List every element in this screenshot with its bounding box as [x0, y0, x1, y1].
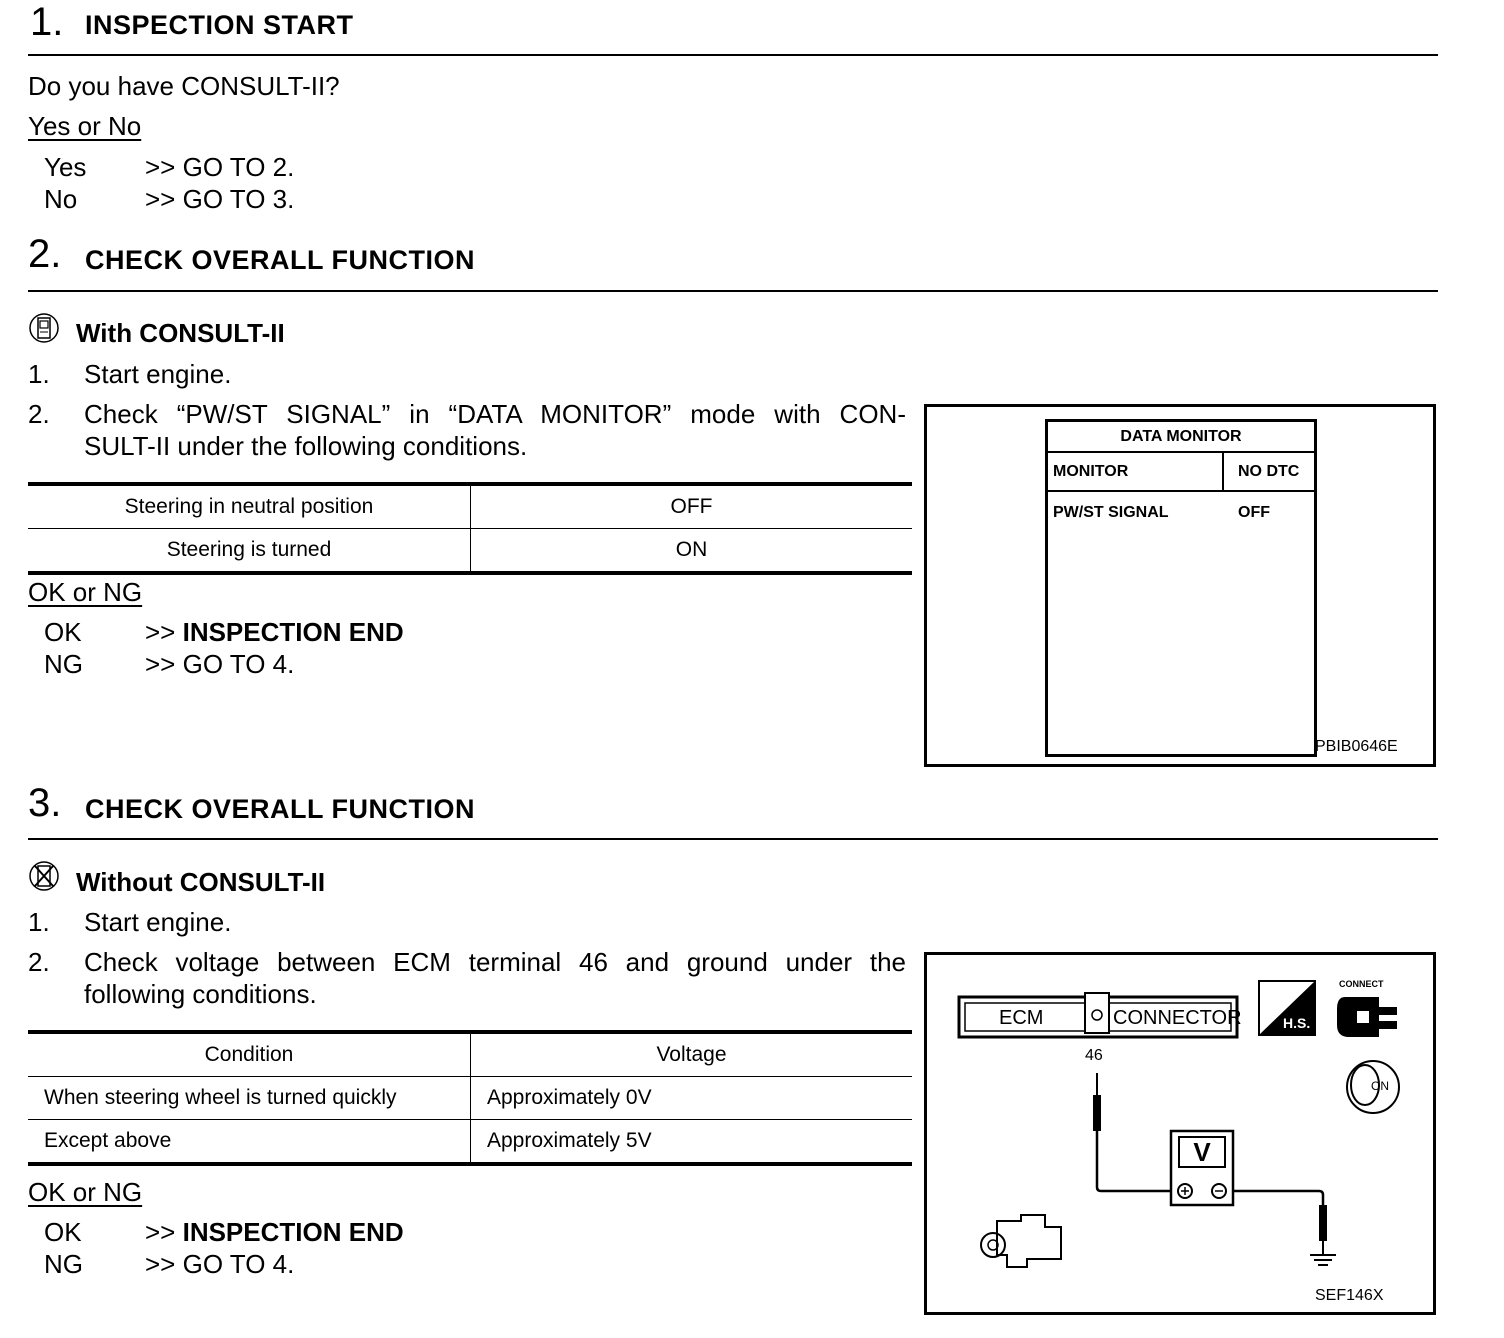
inspection-end-text: INSPECTION END — [182, 617, 404, 647]
hs-label: H.S. — [1283, 1015, 1311, 1031]
step1-option-no-key: No — [44, 184, 78, 214]
step1-title: INSPECTION START — [85, 10, 354, 40]
data-monitor-screen — [1045, 419, 1317, 757]
table-header-condition: Condition — [204, 1043, 294, 1066]
step2-result-ng-key: NG — [44, 649, 83, 679]
step1-question: Do you have CONSULT-II? — [28, 71, 340, 101]
step2-result-label: OK or NG — [28, 577, 143, 607]
figure-code: PBIB0646E — [1315, 738, 1398, 755]
ecm-label: ECM — [999, 1007, 1044, 1029]
data-monitor-title: DATA MONITOR — [1120, 428, 1242, 445]
step2-instr1-text: Start engine. — [84, 359, 232, 389]
data-monitor-header-divider — [1048, 490, 1314, 492]
step2-result-ok-key: OK — [44, 617, 82, 647]
connector-label: CONNECTOR — [1113, 1007, 1242, 1029]
step1-option-yes-action[interactable]: >> GO TO 2. — [145, 152, 295, 182]
step3-title: CHECK OVERALL FUNCTION — [85, 794, 476, 824]
data-monitor-figure — [924, 404, 1436, 767]
step3-instr1-text: Start engine. — [84, 907, 232, 937]
step2-result-ok-action[interactable] — [145, 616, 404, 649]
step2-condition-table — [28, 482, 912, 575]
step2-instr2-line2: SULT-II under the following conditions. — [84, 431, 528, 461]
step3-number: 3. — [28, 781, 62, 825]
table-row — [28, 529, 912, 574]
table-cell-condition: Except above — [44, 1129, 172, 1152]
step1-number: 1. — [30, 0, 64, 44]
voltmeter-label: V — [1193, 1137, 1211, 1167]
step3-result-ng-action[interactable]: >> GO TO 4. — [145, 1249, 295, 1279]
connect-label: CONNECT — [1339, 979, 1384, 989]
table-cell-value: OFF — [471, 484, 913, 529]
step3-result-label: OK or NG — [28, 1177, 143, 1207]
step3-result-ok-key: OK — [44, 1217, 82, 1247]
terminal-number: 46 — [1085, 1047, 1103, 1064]
table-header-row — [28, 1032, 912, 1077]
table-header-voltage: Voltage — [471, 1032, 913, 1077]
table-row — [28, 484, 912, 529]
step3-voltage-table — [28, 1030, 912, 1166]
step3-result-ng-key: NG — [44, 1249, 83, 1279]
inspection-end-text: INSPECTION END — [182, 1217, 404, 1247]
step3-instr1-num: 1. — [28, 907, 50, 937]
step3-result-ok-action[interactable] — [145, 1216, 404, 1249]
data-monitor-item: PW/ST SIGNAL — [1053, 504, 1169, 521]
table-cell-value: ON — [471, 529, 913, 574]
step2-instr2-num: 2. — [28, 399, 50, 429]
result-prefix: >> — [145, 1217, 183, 1247]
table-cell-condition: Steering is turned — [166, 538, 332, 561]
table-cell-condition: Steering in neutral position — [124, 495, 374, 518]
result-prefix: >> — [145, 617, 183, 647]
step3-instr2-num: 2. — [28, 947, 50, 977]
step1-divider — [28, 54, 1438, 56]
no-consult-device-icon — [28, 860, 62, 894]
step3-divider — [28, 838, 1438, 840]
table-cell-value: Approximately 0V — [471, 1077, 913, 1120]
data-monitor-divider — [1048, 451, 1314, 453]
step2-divider — [28, 290, 1438, 292]
step2-instr2-line1: Check “PW/ST SIGNAL” in “DATA MONITOR” mode with CON- — [84, 399, 906, 429]
data-monitor-col-status: NO DTC — [1238, 463, 1300, 480]
step3-instr2-line1: Check voltage between ECM terminal 46 and ground under the — [84, 947, 906, 977]
step2-number: 2. — [28, 232, 62, 276]
table-row — [28, 1120, 912, 1165]
step2-instr1-num: 1. — [28, 359, 50, 389]
data-monitor-col-monitor: MONITOR — [1053, 463, 1129, 480]
ignition-on-label: ON — [1371, 1079, 1389, 1093]
step1-choice-label: Yes or No — [28, 111, 142, 141]
wiring-figure — [924, 952, 1436, 1315]
consult-device-icon — [28, 312, 62, 346]
step1-option-no-action[interactable]: >> GO TO 3. — [145, 184, 295, 214]
step3-subheading: Without CONSULT-II — [76, 867, 326, 897]
step1-option-yes-key: Yes — [44, 152, 87, 182]
step2-title: CHECK OVERALL FUNCTION — [85, 245, 476, 275]
data-monitor-col-divider — [1222, 452, 1224, 490]
step2-subheading: With CONSULT-II — [76, 318, 285, 348]
step3-instr2-line2: following conditions. — [84, 979, 317, 1009]
data-monitor-item-value: OFF — [1238, 504, 1270, 521]
table-cell-condition: When steering wheel is turned quickly — [44, 1086, 397, 1109]
step2-result-ng-action[interactable]: >> GO TO 4. — [145, 649, 295, 679]
table-row — [28, 1077, 912, 1120]
figure-code: SEF146X — [1315, 1287, 1384, 1304]
table-cell-value: Approximately 5V — [471, 1120, 913, 1165]
